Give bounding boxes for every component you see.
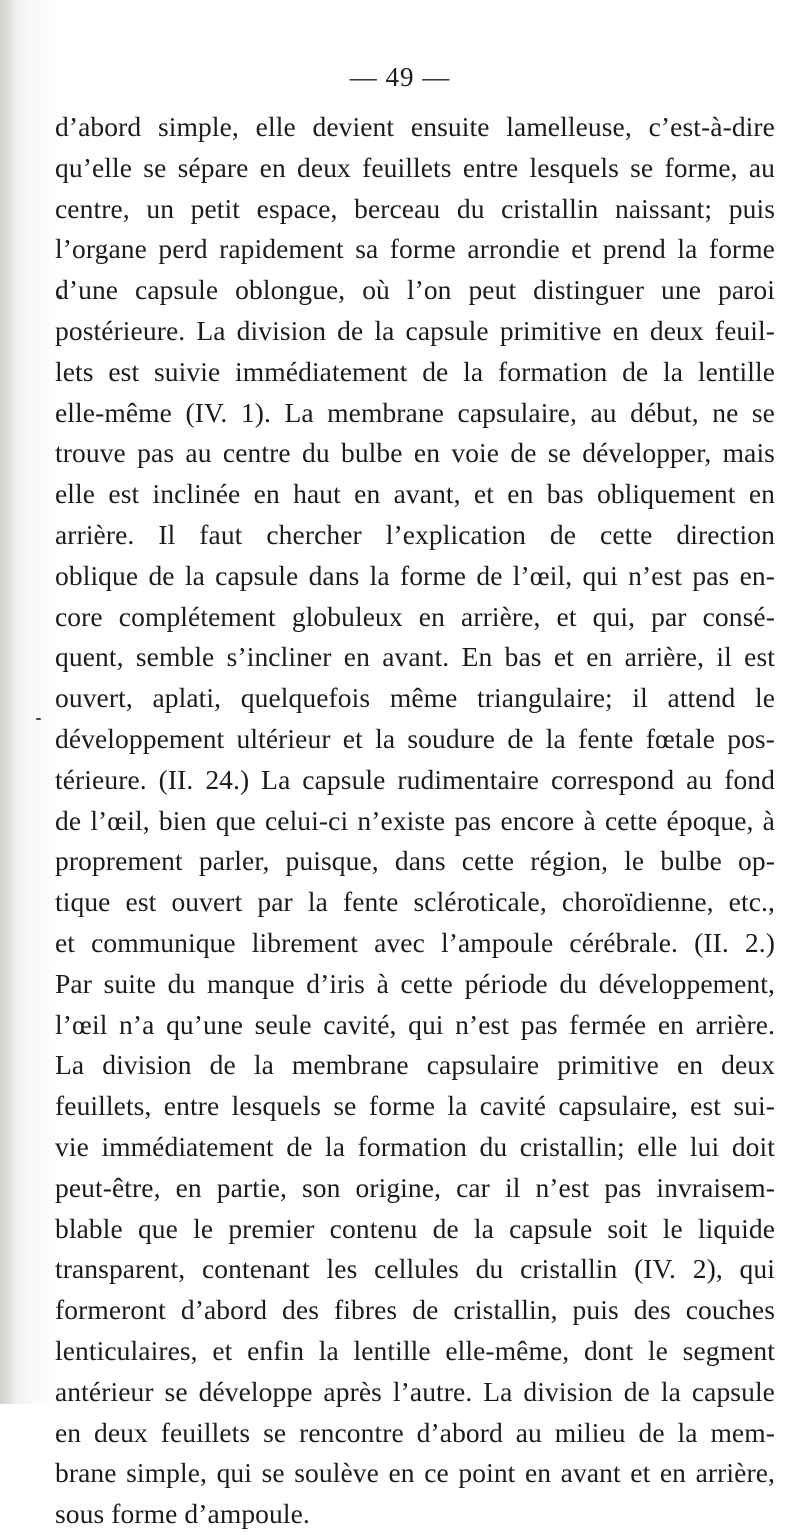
text-line: quent, semble s’incliner en avant. En bas et en arrière, il est [55, 641, 775, 673]
text-line: Par suite du manque d’iris à cette période du développement, [55, 967, 775, 999]
text-line: formeront d’abord des fibres de cristallin, puis des couches [55, 1294, 775, 1326]
text-line: feuillets, entre lesquels se forme la cavité capsulaire, est sui- [55, 1090, 775, 1122]
text-line: tique est ouvert par la fente scléroticale, choroïdienne, etc., [55, 886, 775, 918]
text-line: postérieure. La division de la capsule primitive en deux feuil- [55, 314, 775, 346]
text-line: trouve pas au centre du bulbe en voie de se développer, mais [55, 437, 775, 469]
text-line: lets est suivie immédiatement de la formation de la lentille [55, 355, 775, 387]
text-line: core complétement globuleux en arrière, et qui, par consé- [55, 600, 775, 632]
text-line: La division de la membrane capsulaire primitive en deux [55, 1049, 775, 1081]
text-line: l’œil n’a qu’une seule cavité, qui n’est pas fermée en arrière. [55, 1008, 775, 1040]
text-line: vie immédiatement de la formation du cristallin; elle lui doit [55, 1130, 775, 1162]
body-text [55, 107, 775, 1535]
text-line: peut-être, en partie, son origine, car il n’est pas invraisem- [55, 1171, 775, 1203]
text-line: proprement parler, puisque, dans cette région, le bulbe op- [55, 845, 775, 877]
page-number: — 49 — [349, 62, 451, 92]
text-line: l’organe perd rapidement sa forme arrondie et prend la forme [55, 233, 775, 265]
text-line: antérieur se développe après l’autre. La division de la capsule [55, 1375, 775, 1407]
text-line: elle est inclinée en haut en avant, et en bas obliquement en [55, 478, 775, 510]
text-line: de l’œil, bien que celui-ci n’existe pas encore à cette époque, à [55, 804, 775, 836]
text-line: d’une capsule oblongue, où l’on peut distinguer une paroi [55, 274, 775, 306]
text-line: arrière. Il faut chercher l’explication de cette direction [55, 518, 775, 550]
text-line: transparent, contenant les cellules du cristallin (IV. 2), qui [55, 1253, 775, 1285]
margin-speck [36, 718, 41, 720]
text-line: qu’elle se sépare en deux feuillets entre lesquels se forme, au [55, 151, 775, 183]
text-line-last: sous forme d’ampoule. [55, 1498, 310, 1530]
text-line: lenticulaires, et enfin la lentille elle-même, dont le segment [55, 1334, 775, 1366]
gutter-shadow [0, 0, 16, 1404]
text-line: térieure. (II. 24.) La capsule rudimentaire correspond au fond [55, 763, 775, 795]
text-line: en deux feuillets se rencontre d’abord au milieu de la mem- [55, 1416, 775, 1448]
text-line: développement ultérieur et la soudure de la fente fœtale pos- [55, 722, 775, 754]
text-line: elle-même (IV. 1). La membrane capsulaire, au début, ne se [55, 396, 775, 428]
text-line: et communique librement avec l’ampoule cérébrale. (II. 2.) [55, 926, 775, 958]
text-line: ouvert, aplati, quelquefois même triangulaire; il attend le [55, 682, 775, 714]
text-line: brane simple, qui se soulève en ce point en avant et en arrière, [55, 1457, 775, 1489]
text-line: centre, un petit espace, berceau du cristallin naissant; puis [55, 192, 775, 224]
text-line: oblique de la capsule dans la forme de l’œil, qui n’est pas en- [55, 559, 775, 591]
text-line: d’abord simple, elle devient ensuite lamelleuse, c’est-à-dire [55, 111, 775, 142]
text-line: blable que le premier contenu de la capsule soit le liquide [55, 1212, 775, 1244]
